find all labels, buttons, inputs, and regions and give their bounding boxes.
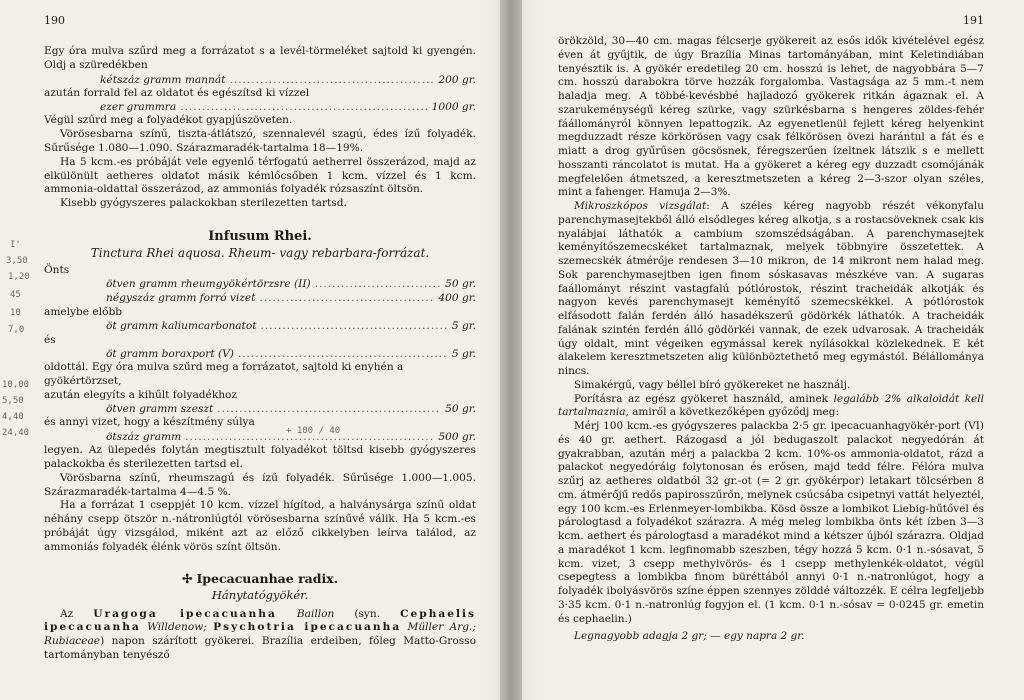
section-subtitle: Hánytatógyökér.	[211, 587, 309, 602]
recipe-line	[44, 291, 476, 305]
ingredient: ötven gramm rheumgyökértörzsre (II)	[106, 277, 311, 290]
ingredient: öt gramm kaliumcarbonatot	[106, 319, 257, 332]
recipe-line	[44, 347, 476, 361]
pencil-annotation: 4,40	[2, 412, 24, 422]
paragraph	[558, 200, 984, 379]
ingredient: ötven gramm szeszt	[106, 403, 214, 416]
text-line: azután elegyíts a kihűlt folyadékhoz	[44, 388, 238, 401]
paragraph: Simakérgű, vagy béllel bíró gyökereket ne használj.	[574, 378, 851, 391]
pencil-annotation: 3,50	[6, 256, 28, 266]
text-line: amelybe előbb	[44, 305, 123, 318]
leader-dots	[315, 277, 441, 291]
ingredient: ezer grammra	[100, 101, 177, 114]
author-name: Willdenow;	[147, 621, 207, 634]
text-line: azután forrald fel az oldatot és egészítsd ki vízzel	[44, 86, 310, 99]
text-run: legalább 2% alkaloidát kell tartalmaznia,	[558, 392, 984, 419]
page-number-left: 190	[44, 14, 65, 27]
text-line: oldottál. Egy óra mulva szűrd meg a forrázatot, sajtold ki enyhén a gyökértörzset,	[44, 360, 404, 387]
paragraph	[44, 608, 476, 663]
pencil-annotation: 5,50	[2, 396, 24, 406]
species-name: Cephaelis ipecacuanha	[44, 607, 477, 634]
amount: 500 gr.	[438, 431, 476, 444]
text-run: ) napon szárított gyökerei. Brazília erdeiben, főleg Matto-Grosso tartományban tenyésző	[44, 635, 476, 661]
leader-dots	[238, 347, 448, 361]
pencil-annotation: I'	[10, 240, 21, 250]
text-line: és annyi vizet, hogy a készítmény súlya	[44, 416, 255, 429]
ingredient: kétszáz gramm mannát	[100, 73, 226, 86]
author-name: Müller Arg.; Rubiaceae	[44, 621, 476, 648]
section-title-text: Ipecacuanhae radix.	[196, 570, 339, 586]
text-run: Mikroszkópos vizsgálat	[574, 200, 707, 212]
section-subtitle: Tinctura Rhei aquosa. Rheum- vagy rebarbara-forrázat.	[90, 245, 430, 260]
paragraph: legyen. Az ülepedés folytán megtisztult folyadékot töltsd kisebb gyógyszeres palackokba és sterilezetten tartsd el.	[44, 444, 476, 470]
ingredient: ötszáz gramm	[106, 431, 182, 444]
book-gutter	[500, 0, 522, 700]
leader-dots	[229, 73, 434, 87]
paragraph: Ha 5 kcm.-es próbáját vele egyenlő térfogatú aetherrel összerázod, majd az elkülönült aetheres oldatot másik kémlőcsőben 1 kcm. vízzel és 1 kcm. ammonia-oldattal összerázod, az ammoniás folyadék rózsaszínt öltsön.	[44, 155, 476, 196]
paragraph: Mérj 100 kcm.-es gyógyszeres palackba 2·5 gr. ipecacuanhagyökér-port (VI) és 40 gr. aethert. Rázogasd a jól bedugaszolt palackot negyedórán át gyakrabban, azután mérj a palackba 2 kcm. 10%-os ammonia-oldatot, rázd a palackot negyedóráig folytonosan és erősen, majd tedd félre. Félóra mulva szűrj az aetheres oldatból 32 gr.-ot (= 2 gr. gyökérpor) letakart tölcsérben 8 cm. átmérőjű redős papirosszűrőn, melynek csúcsába csipetnyi vattát helyeztél, egy 100 kcm.-es Erlenmeyer-lombikba. Kösd össze a lombikot Liebig-hűtővel és párologtasd a folyadékot szárazra. A még meleg lombikba önts két ízben 3—3 kcm. aethert és párologtasd a maradékot mind a kétszer újból szárazra. Oldjad a maradékot 1 kcm. legfinomabb szeszben, tégy hozzá 5 kcm. 0·1 n.-sósavat, 5 kcm. vizet, 3 csepp methylvörös- és 1 csepp methylenkék-oldatot, végül csepegtess a lombikba finom büréttából annyi 0·1 n.-natronlúgot, hogy a folyadék ibolyásvörös színe éppen szennyes zölddé változzék. E célra legfeljebb 3·35 kcm. 0·1 n.-natronlúg fogyjon el. (1 kcm. 0·1 n.-sósav = 0·0245 gr. emetin és cephaelin.)	[558, 420, 984, 625]
author-name: Baillon	[296, 607, 335, 620]
amount: 50 gr.	[445, 403, 476, 416]
leader-dots	[261, 319, 448, 333]
pencil-annotation: + 100 / 40	[286, 426, 341, 436]
amount: 400 gr.	[438, 291, 476, 304]
amount: 50 gr.	[445, 277, 476, 290]
text-run: amiről a következőképen győződj meg:	[632, 406, 840, 419]
pencil-annotation: 24,40	[2, 428, 30, 438]
pencil-annotation: 10	[10, 308, 21, 318]
text-run: Az	[60, 607, 74, 620]
text-line: Önts	[44, 263, 70, 276]
right-page	[510, 0, 1024, 700]
recipe-line	[44, 277, 476, 291]
recipe-line	[44, 430, 476, 444]
amount: 1000 gr.	[431, 101, 476, 114]
cross-mark-icon: ✢	[181, 570, 193, 586]
pencil-annotation: 45	[10, 290, 21, 300]
recipe-line	[44, 402, 476, 416]
species-name: Psychotria ipecacuanha	[213, 621, 402, 634]
text-line: Végül szűrd meg a folyadékot gyapjúszöveten.	[44, 114, 293, 127]
paragraph: Kisebb gyógyszeres palackokban sterilezetten tartsd.	[60, 197, 347, 210]
ingredient: négyszáz gramm forró vizet	[106, 291, 256, 304]
leader-dots	[217, 402, 441, 416]
paragraph: Egy óra mulva szűrd meg a forrázatot s a levél-törmeléket sajtold ki gyengén. Oldj a szüredékben	[44, 45, 476, 71]
paragraph	[558, 393, 984, 421]
amount: 5 gr.	[451, 347, 476, 360]
text-run: : A széles kéreg nagyobb részét vékonyfalu parenchymasejtekből álló elsődleges kéreg alkotja, s a rostacsöveknek csak kis nyalábjai láthatók a cambium szomszédságában. A parenchymasejtek keményítőszemecskéket tartalmaznak, melyek többnyire összetettek. A szemecskék átmérője rendesen 3—10 mikron, de 14 mikront nem halad meg. Sok parenchymasejtben igen finom sóskasavas mészkéve van. A sugaras faállományt részint vastagfalú pótlórostok, részint tracheidák alkotják és nagyon kevés parenchymasejt keményítő szemecskékkel. A pótlórostok elfásodott falán ferdén álló hasadékszerű gödörkék láthatók. A tracheidák falának szintén ferdén álló gödörkéi vannak, de ezek udvarosak. A tracheidák úgy oldalt, mint végeiken egymással kerek nyílásokkal közlekednek. E két alakelem keresztmetszeten alig különböztethető meg egymástól. Bélállománya nincs.	[558, 200, 985, 377]
ingredient: öt gramm boraxport (V)	[106, 347, 234, 360]
amount: 200 gr.	[438, 73, 476, 86]
recipe-line	[44, 73, 476, 87]
amount: 5 gr.	[451, 319, 476, 332]
section-title: Infusum Rhei.	[208, 228, 312, 244]
paragraph: Vörösesbarna színű, tiszta-átlátszó, szennalevél szagú, édes ízű folyadék. Sűrűsége 1.080—1.090. Szárazmaradék-tartalma 18—19%.	[44, 128, 476, 154]
left-page	[0, 0, 510, 700]
paragraph: Ha a forrázat 1 cseppjét 10 kcm. vízzel hígítod, a halványsárga színű oldat néhány csepp ötször n.-nátronlúgtól vörösesbarna színűvé válik. Ha 5 kcm.-es próbáját úgy vizsgálod, miként azt az előző cikkelyben leírva találod, az ammoniás folyadék élénk vörös színt öltsön.	[44, 499, 476, 553]
species-name: Uragoga ipecacuanha	[93, 607, 277, 620]
pencil-annotation: 7,0	[8, 325, 25, 335]
leader-dots	[259, 291, 434, 305]
text-run: Porításra az egész gyökeret használd, aminek	[574, 392, 829, 405]
page-number-right: 191	[963, 14, 984, 27]
recipe-line	[44, 100, 476, 114]
pencil-annotation: 1,20	[8, 272, 30, 282]
pencil-annotation: 10,00	[2, 380, 30, 390]
recipe-line	[44, 319, 476, 333]
text-line: és	[44, 333, 56, 346]
text-run: (syn.	[354, 607, 381, 620]
leader-dots	[180, 100, 427, 114]
paragraph: Legnagyobb adagja 2 gr; — egy napra 2 gr.	[574, 630, 805, 643]
section-title	[44, 571, 476, 586]
paragraph: örökzöld, 30—40 cm. magas félcserje gyökereit az esős idők kivételével egész éven át gyűjtik, de úgy Brazília Minas tartományában, mint Keletindiában tenyésztik is. A gyökér eredetileg 20 cm. hosszú is lehet, de nagyobbára 5—7 cm. hosszú darabokra törve hozzák forgalomba. Vastagsága az 5 mm.-t nem haladja meg. A többé-kevésbbé hajladozó gyökerek ritkán ágaznak el. A szarukeménységű kéreg szürke, vagy szürkésbarna s hengeres zöldes-fehér fáállományról könnyen lepattogzik. Az egyenetlenül fejlett kéreg helyenkint megduzzadt része körkörösen vagy csak félkörösen övezi harántul a fát és e miatt a drog gyűrűsen göcsösnek, féregszerűen ízeltnek látszik s e mellett hosszanti ráncolatot is mutat. Ha a gyökeret a kéreg egy duzzadt csomójánák megfelelően átmetszed, a keresztmetszeten a kéreg 2—3-szor olyan széles, mint a fahenger. Hamuja 2—3%.	[558, 35, 984, 199]
paragraph: Vörösbarna színű, rheumszagú és ízű folyadék. Sűrűsége 1.000—1.005. Szárazmaradék-tartalma 4—4.5 %.	[44, 471, 476, 498]
